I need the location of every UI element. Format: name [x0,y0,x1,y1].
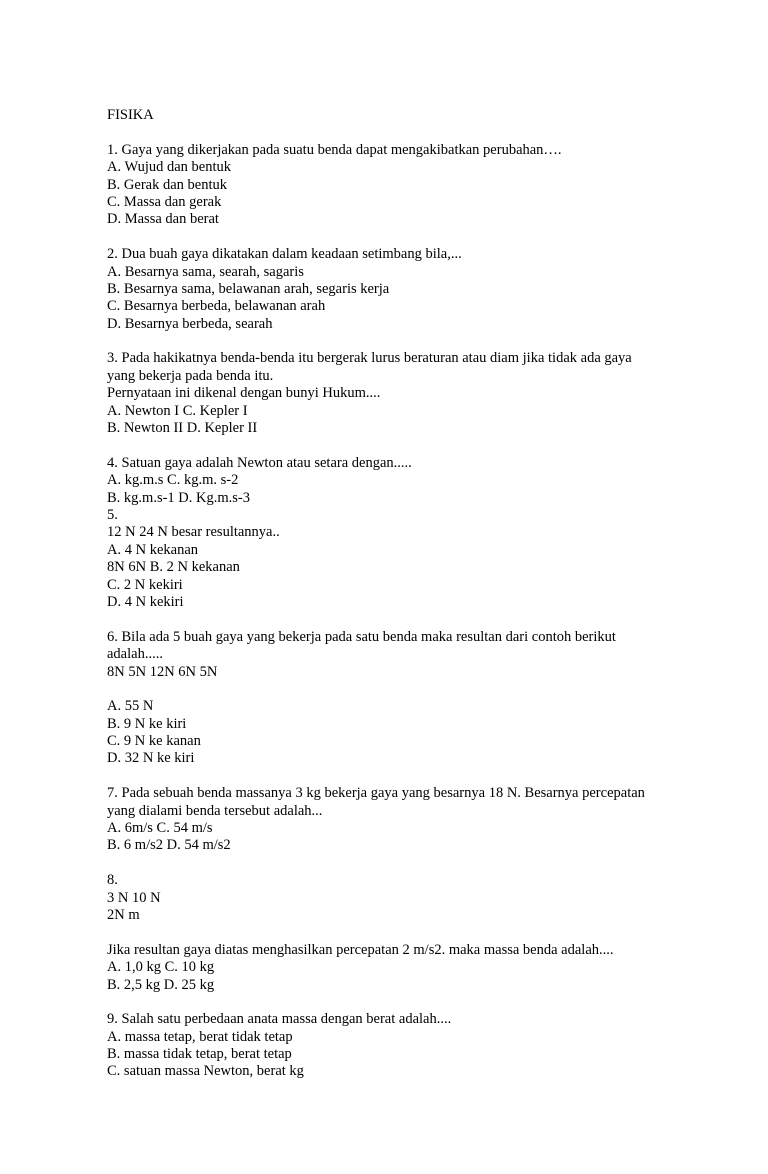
question-1 [107,142,707,229]
spacer [107,924,707,941]
option-d: D. 32 N ke kiri [107,750,195,767]
question-7 [107,785,707,855]
option-line: B. 2,5 kg D. 25 kg [107,976,215,993]
forces-line: 2N m [107,906,140,923]
question-text: yang bekerja pada benda itu. [107,367,274,384]
question-6 [107,629,707,768]
option-line: A. 1,0 kg C. 10 kg [107,959,215,976]
option-line: B. 6 m/s2 D. 54 m/s2 [107,837,231,854]
option-d: D. Besarnya berbeda, searah [107,315,273,332]
question-number: 8. [107,872,118,889]
question-text: 7. Pada sebuah benda massanya 3 kg bekerja gaya yang besarnya 18 N. Besarnya percepatan [107,785,645,802]
forces-line: 3 N 10 N [107,889,161,906]
document-page [107,107,707,1081]
question-text: Jika resultan gaya diatas menghasilkan percepatan 2 m/s2. maka massa benda adalah.... [107,941,614,958]
spacer [107,124,707,141]
option-b: B. Gerak dan bentuk [107,176,227,193]
question-text: 3. Pada hakikatnya benda-benda itu bergerak lurus beraturan atau diam jika tidak ada gaya [107,350,632,367]
question-9 [107,1011,707,1081]
question-text: 1. Gaya yang dikerjakan pada suatu benda dapat mengakibatkan perubahan…. [107,141,562,158]
spacer [107,229,707,246]
option-b: B. 9 N ke kiri [107,715,187,732]
question-text: adalah..... [107,646,163,663]
option-a: A. 55 N [107,698,154,715]
option-a: A. Besarnya sama, searah, sagaris [107,263,304,280]
document-title: FISIKA [107,107,154,123]
question-8 [107,872,707,994]
option-c: C. 9 N ke kanan [107,733,201,750]
spacer [107,437,707,454]
question-text: yang dialami benda tersebut adalah... [107,802,323,819]
option-line: A. kg.m.s C. kg.m. s-2 [107,472,239,489]
question-4 [107,455,707,507]
question-number: 5. [107,506,118,523]
option-b: B. Besarnya sama, belawanan arah, segaris kerja [107,280,390,297]
spacer [107,681,707,698]
question-5 [107,507,707,611]
option-line: A. Newton I C. Kepler I [107,402,248,419]
question-text: 6. Bila ada 5 buah gaya yang bekerja pada satu benda maka resultan dari contoh berikut [107,628,616,645]
spacer [107,994,707,1011]
question-text: Pernyataan ini dikenal dengan bunyi Hukum.... [107,385,381,402]
option-b: 8N 6N B. 2 N kekanan [107,559,240,576]
forces-line: 8N 5N 12N 6N 5N [107,663,218,680]
option-line: B. kg.m.s-1 D. Kg.m.s-3 [107,489,250,506]
option-c: C. 2 N kekiri [107,576,183,593]
option-d: D. 4 N kekiri [107,593,184,610]
option-line: A. 6m/s C. 54 m/s [107,820,213,837]
question-text: 9. Salah satu perbedaan anata massa dengan berat adalah.... [107,1011,452,1028]
spacer [107,333,707,350]
spacer [107,611,707,628]
option-a: A. Wujud dan bentuk [107,159,231,176]
option-line: B. Newton II D. Kepler II [107,420,258,437]
question-text: 2. Dua buah gaya dikatakan dalam keadaan setimbang bila,... [107,246,462,263]
option-c: C. Massa dan gerak [107,193,222,210]
spacer [107,855,707,872]
option-a: A. massa tetap, berat tidak tetap [107,1028,293,1045]
spacer [107,768,707,785]
question-3 [107,350,707,437]
option-b: B. massa tidak tetap, berat tetap [107,1046,292,1063]
question-2 [107,246,707,333]
option-d: D. Massa dan berat [107,211,219,228]
question-text: 4. Satuan gaya adalah Newton atau setara dengan..... [107,454,412,471]
option-c: C. Besarnya berbeda, belawanan arah [107,298,326,315]
question-text: 12 N 24 N besar resultannya.. [107,524,280,541]
option-c: C. satuan massa Newton, berat kg [107,1063,304,1080]
option-a: A. 4 N kekanan [107,541,199,558]
